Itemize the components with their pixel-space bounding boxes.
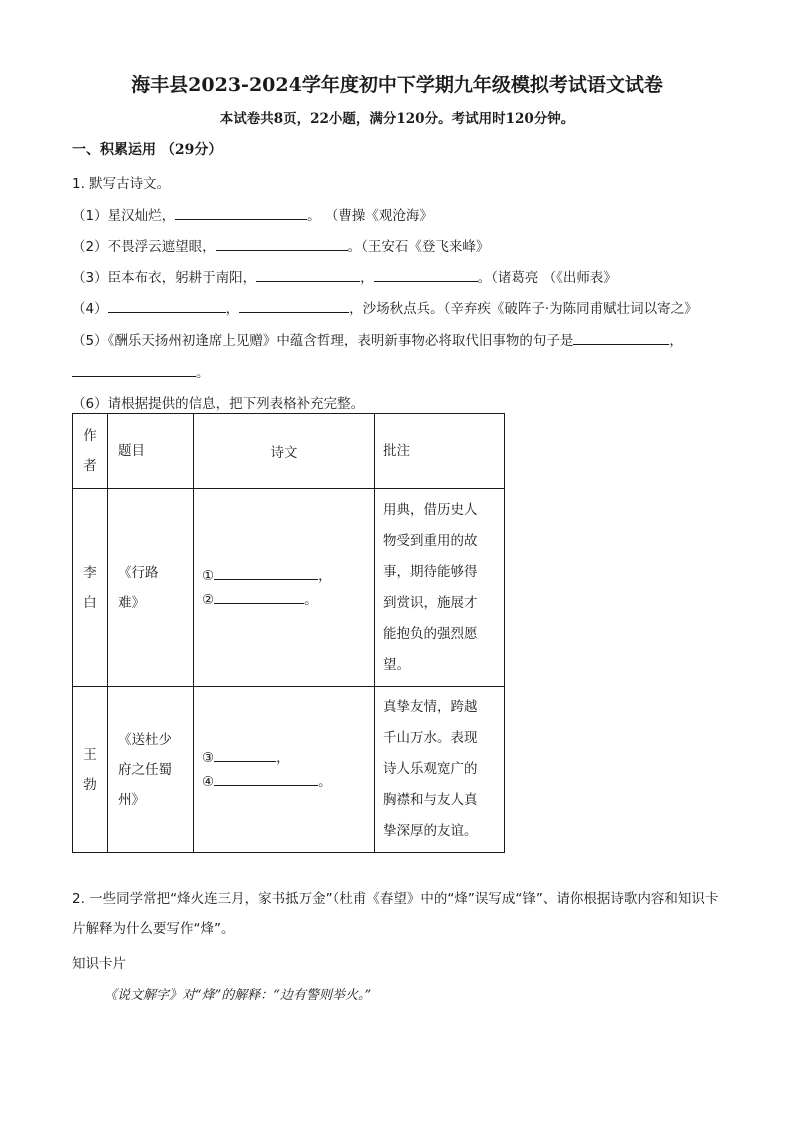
row-1-blank-2: ② 。: [194, 588, 374, 612]
q1-item-1-source: 。 （曹操《观沧海》: [307, 208, 433, 224]
header-poem: 诗文: [194, 414, 375, 489]
row-1-poem: [194, 489, 375, 687]
row-2-title: 《送杜少府之任蜀州》: [108, 687, 194, 853]
knowledge-card-text: 《说文解字》对“烽”的解释：“边有警则举火。”: [104, 988, 372, 1003]
knowledge-card-title: 知识卡片: [72, 956, 126, 972]
header-note: 批注: [375, 414, 505, 489]
answer-blank[interactable]: [214, 771, 318, 786]
row-2-author: 王勃: [73, 687, 108, 853]
answer-blank[interactable]: [214, 565, 318, 580]
row-2-poem: [194, 687, 375, 853]
row-2-blank-1: ③ ，: [194, 746, 374, 770]
answer-blank[interactable]: [108, 298, 226, 313]
exam-title: 海丰县2023-2024学年度初中下学期九年级模拟考试语文试卷: [131, 74, 663, 96]
row-1-blank-1: ① ，: [194, 564, 374, 588]
q1-item-3-comma: ，: [360, 270, 374, 286]
answer-blank[interactable]: [175, 205, 307, 220]
q2-stem: 2. 一些同学常把“烽火连三月，家书抵万金”（杜甫《春望》中的“烽”误写成“锋”、请你根据诗歌内容和知识卡片解释为什么要写作“烽”。: [72, 891, 719, 937]
q1-item-5-period: 。: [196, 365, 210, 381]
row-2-blank-2: ④ 。: [194, 770, 374, 794]
q1-item-3-source: 。（诸葛亮 （《出师表》: [477, 270, 617, 286]
row-1-author: 李白: [73, 489, 108, 687]
table-row: [73, 687, 505, 853]
row-2-note: 真挚友情，跨越千山万水。表现诗人乐观宽广的胸襟和与友人真挚深厚的友谊。: [375, 687, 505, 853]
q1-item-3-prompt: （3）臣本布衣，躬耕于南阳，: [72, 270, 257, 286]
q1-item-5: [72, 329, 683, 349]
poetry-table: [72, 413, 505, 853]
q1-item-4-comma: ，: [225, 301, 240, 317]
q1-item-4: [72, 297, 698, 317]
row-1-title: 《行路难》: [108, 489, 194, 687]
exam-instructions: 本试卷共8页，22小题，满分120分。考试用时120分钟。: [219, 111, 575, 127]
q1-item-1: [72, 204, 433, 224]
answer-blank[interactable]: [374, 267, 478, 282]
q1-item-5-comma: ，: [669, 333, 683, 349]
answer-blank[interactable]: [72, 362, 196, 377]
table-header-row: [73, 414, 505, 489]
header-title: 题目: [108, 414, 194, 489]
q1-item-2: [72, 235, 489, 255]
answer-blank[interactable]: [214, 589, 304, 604]
table-row: [73, 489, 505, 687]
q1-item-5-prompt: （5）《酬乐天扬州初逢席上见赠》中蕴含哲理，表明新事物必将取代旧事物的句子是: [72, 333, 574, 349]
q1-item-5-continued: [72, 361, 210, 381]
answer-blank[interactable]: [256, 267, 360, 282]
answer-blank[interactable]: [214, 747, 276, 762]
q1-item-3: [72, 266, 617, 286]
q1-item-6-stem: （6）请根据提供的信息，把下列表格补充完整。: [72, 396, 365, 412]
answer-blank[interactable]: [216, 236, 348, 251]
q1-item-2-prompt: （2）不畏浮云遮望眼，: [72, 239, 216, 255]
row-1-note: 用典，借历史人物受到重用的故事，期待能够得到赏识，施展才能抱负的强烈愿望。: [375, 489, 505, 687]
q1-item-4-prompt: （4）: [72, 301, 108, 317]
section-heading: 一、积累运用 （29分）: [72, 142, 223, 158]
q1-item-2-source: 。（王安石《登飞来峰》: [347, 239, 490, 255]
answer-blank[interactable]: [573, 330, 669, 345]
q1-item-4-source: ，沙场秋点兵。（辛弃疾《破阵子·为陈同甫赋壮词以寄之》: [349, 301, 698, 317]
q1-stem: 1. 默写古诗文。: [72, 176, 171, 192]
header-author: 作者: [73, 414, 108, 489]
answer-blank[interactable]: [239, 298, 349, 313]
q1-item-1-prompt: （1）星汉灿烂，: [72, 208, 176, 224]
